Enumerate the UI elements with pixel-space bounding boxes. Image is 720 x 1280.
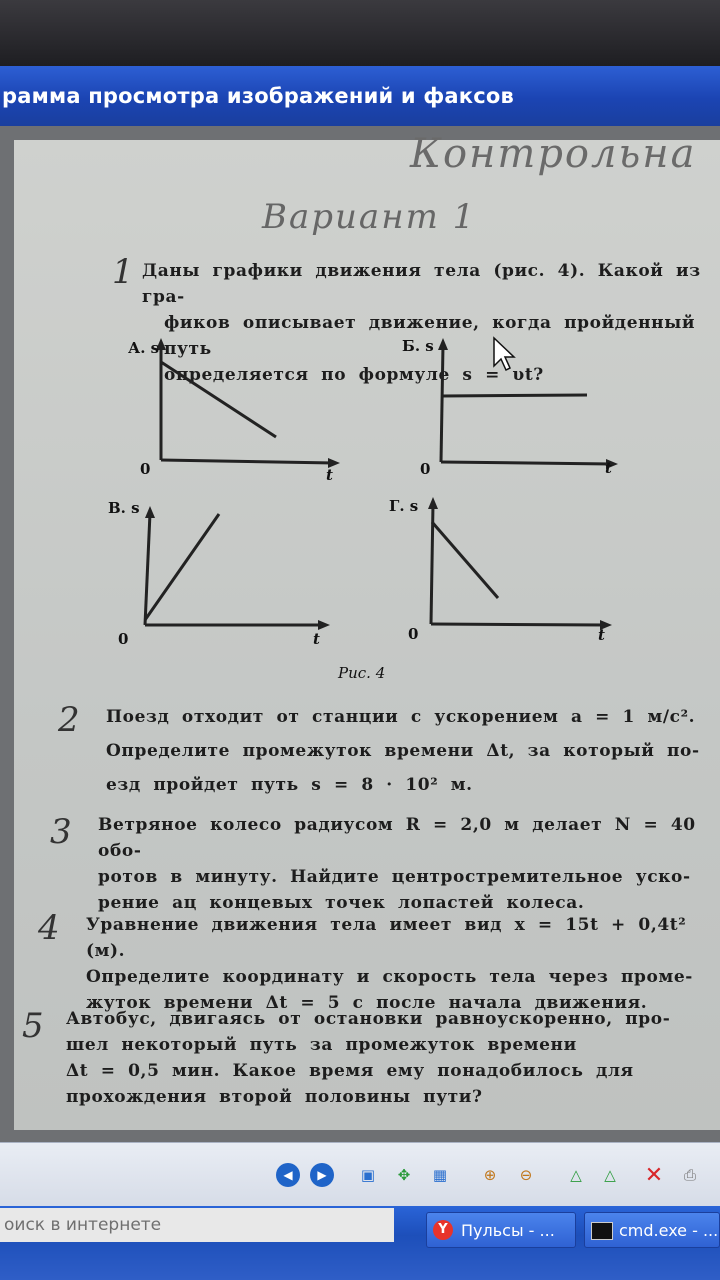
graph-b-y-arrow	[438, 338, 448, 350]
handwritten-heading: Контрольна	[410, 131, 697, 177]
question-4-number: 4	[38, 908, 60, 948]
taskbar-item-cmd[interactable]	[584, 1212, 720, 1248]
question-5-number: 5	[22, 1006, 44, 1046]
internet-search-box[interactable]: оиск в интернете	[0, 1208, 394, 1242]
graph-v-t: t	[313, 630, 320, 648]
question-2-text: Поезд отходит от станции с ускорением a = 1 м/с². Определите промежуток времени Δt, за который по- езд пройдет путь s = 8 · 10² м.	[106, 707, 700, 795]
graph-g-origin: 0	[408, 625, 419, 643]
graph-b-line	[442, 395, 587, 396]
graph-v-origin: 0	[118, 630, 129, 648]
graph-g-t: t	[598, 626, 605, 644]
graph-a-line	[161, 362, 276, 437]
graph-v-y-axis	[145, 513, 150, 625]
taskbar-item-browser-label: Пульсы - ...	[461, 1221, 555, 1240]
cmd-icon	[591, 1222, 613, 1240]
yandex-browser-icon: Y	[433, 1220, 453, 1240]
graph-b-y-axis	[441, 345, 443, 462]
graph-g-label: Г. s	[389, 497, 419, 515]
graph-g-line	[432, 522, 498, 598]
slideshow-icon[interactable]: ▦	[432, 1166, 448, 1184]
question-3-number: 3	[50, 812, 72, 852]
graph-b-t: t	[605, 459, 612, 477]
rotate-counterclockwise-icon[interactable]: △	[604, 1166, 616, 1184]
graph-g-y-arrow	[428, 497, 438, 509]
question-3-text: Ветряное колесо радиусом R = 2,0 м делает N = 40 обо- ротов в минуту. Найдите центростремительное уско- рение aц концевых точек лопастей колеса.	[98, 815, 696, 913]
graph-a-x-axis	[161, 460, 334, 463]
best-fit-icon[interactable]: ▣	[360, 1166, 376, 1184]
viewer-toolbar	[0, 1142, 720, 1207]
delete-icon[interactable]: ✕	[644, 1162, 664, 1188]
question-4-text: Уравнение движения тела имеет вид x = 15t + 0,4t² (м). Определите координату и скорость тела через проме- жуток времени Δt = 5 с после начала движения.	[86, 915, 693, 1013]
question-5-text: Автобус, двигаясь от остановки равноускоренно, про- шел некоторый путь за промежуток времени Δt = 0,5 мин. Какое время ему понадобилось для прохождения второй половины пути?	[66, 1009, 671, 1107]
graph-a-origin: 0	[140, 460, 151, 478]
question-1-text: Даны графики движения тела (рис. 4). Какой из гра- фиков описывает движение, когда пройденный путь определяется по формуле s = υt?	[142, 261, 701, 385]
graph-a-label: А. s	[128, 339, 160, 357]
print-icon[interactable]: ⎙	[683, 1166, 696, 1184]
graph-b-label: Б. s	[402, 337, 434, 355]
taskbar-item-browser[interactable]	[426, 1212, 576, 1248]
graph-v-label: В. s	[108, 499, 140, 517]
graph-v-x-arrow	[318, 620, 330, 630]
actual-size-icon[interactable]: ✥	[397, 1166, 411, 1184]
graph-b-origin: 0	[420, 460, 431, 478]
rotate-clockwise-icon[interactable]: △	[570, 1166, 582, 1184]
mouse-cursor-icon	[494, 338, 514, 370]
graph-a-t: t	[326, 466, 333, 484]
question-2-number: 2	[58, 700, 80, 740]
zoom-in-icon[interactable]: ⊕	[483, 1166, 497, 1184]
next-image-icon[interactable]: ▶	[310, 1163, 334, 1187]
question-1-number: 1	[112, 252, 134, 292]
prev-image-icon[interactable]: ◀	[276, 1163, 300, 1187]
graph-b-x-axis	[441, 462, 612, 464]
figure-caption: Рис. 4	[338, 664, 386, 682]
graph-g-x-axis	[431, 624, 606, 625]
graph-v-y-arrow	[145, 506, 155, 518]
handwritten-variant: Вариант 1	[262, 197, 477, 237]
zoom-out-icon[interactable]: ⊖	[519, 1166, 533, 1184]
graph-v-line	[145, 514, 219, 620]
taskbar-item-cmd-label: cmd.exe - ...	[619, 1221, 719, 1240]
window-title: рамма просмотра изображений и факсов	[2, 84, 514, 108]
